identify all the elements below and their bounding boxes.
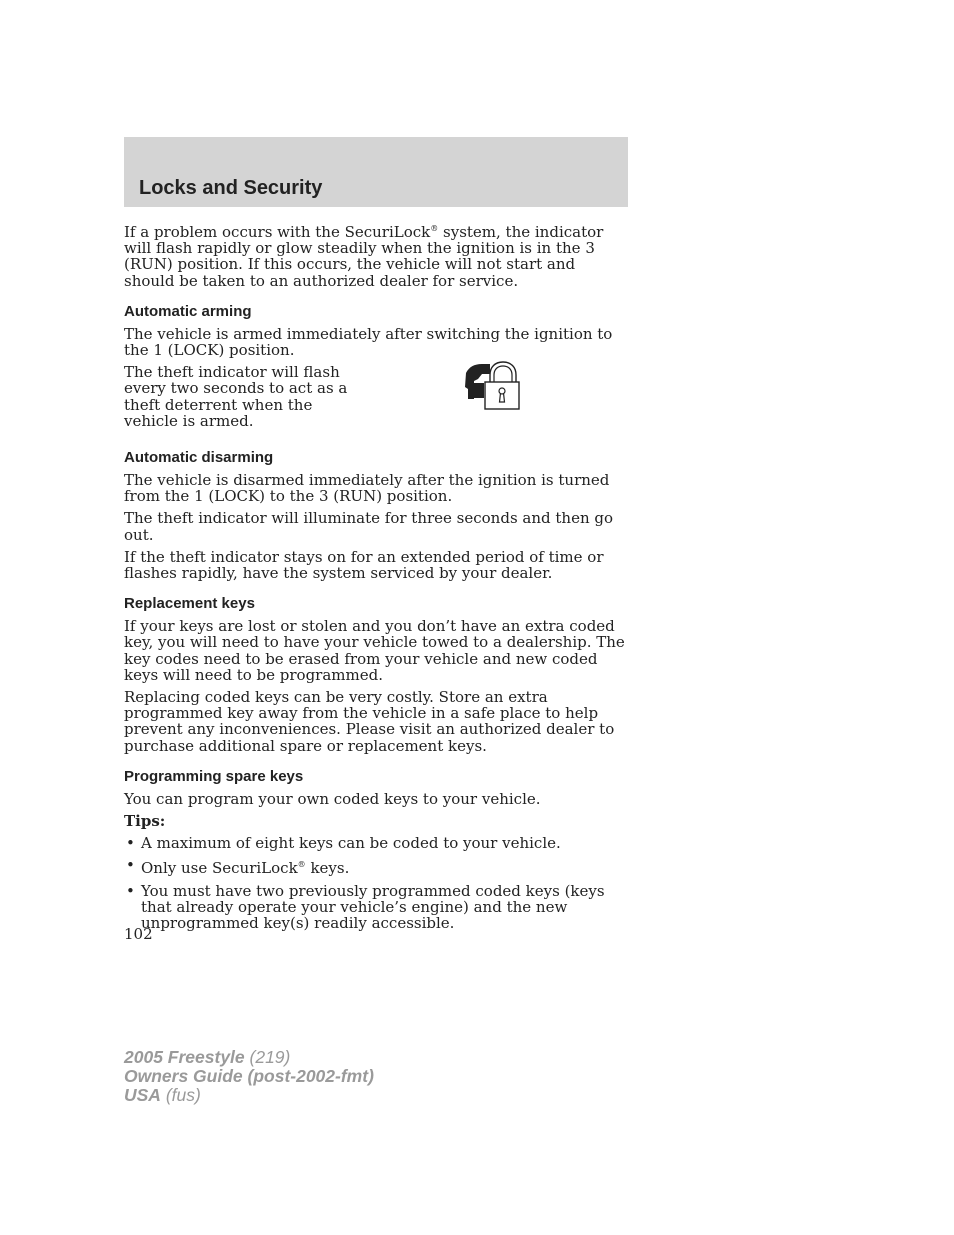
section-title: Locks and Security [139, 177, 323, 199]
footer-line-1: 2005 Freestyle (219) [124, 1047, 291, 1067]
intro-paragraph: If a problem occurs with the SecuriLock® system, the indicator will flash rapidly or glow steadily when the ignition is in the 3 (RUN) position. If this occurs, the vehicle will not start and should be taken to an authorized dealer for service. [124, 223, 604, 290]
heading-replacement-keys: Replacement keys [124, 595, 255, 613]
disarming-paragraph-2: The theft indicator will illuminate for three seconds and then go out. [124, 509, 614, 544]
tips-label: Tips: [124, 812, 166, 831]
arming-paragraph-1: The vehicle is armed immediately after switching the ignition to the 1 (LOCK) position. [124, 324, 613, 360]
tip-item: • A maximum of eight keys can be coded to your vehicle. [124, 835, 628, 851]
footer-line-2: Owners Guide (post-2002-fmt) [124, 1066, 374, 1086]
section-header-band [124, 137, 628, 207]
heading-programming-spare-keys: Programming spare keys [124, 767, 304, 785]
tips-list [124, 835, 628, 931]
page-number: 102 [124, 925, 153, 943]
disarming-paragraph-1: The vehicle is disarmed immediately after the ignition is turned from the 1 (LOCK) to the 3 (RUN) position. [124, 471, 610, 506]
tip-item: • You must have two previously programmed coded keys (keys that already operate your vehicle’s engine) and the new unprogrammed key(s) readily accessible. [124, 883, 628, 932]
arming-paragraph-2: The theft indicator will flash every two seconds to act as a theft deterrent when the vehicle is armed. [124, 363, 348, 430]
heading-automatic-arming: Automatic arming [124, 302, 252, 320]
theft-indicator-car-padlock-icon [460, 359, 540, 416]
document-footer [124, 1048, 374, 1105]
footer-line-3: USA (fus) [124, 1085, 201, 1105]
disarming-paragraph-3: If the theft indicator stays on for an extended period of time or flashes rapidly, have the system serviced by your dealer. [124, 547, 604, 583]
replacement-paragraph-2: Replacing coded keys can be very costly. Store an extra programmed key away from the vehicle in a safe place to help prevent any inconveniences. Please visit an authorized dealer to purchase additional spare or replacement keys. [124, 688, 615, 755]
page-content [124, 221, 628, 937]
tip-item: • Only use SecuriLock® keys. [124, 857, 628, 876]
heading-automatic-disarming: Automatic disarming [124, 449, 274, 467]
registered-mark: ® [430, 224, 439, 233]
replacement-paragraph-1: If your keys are lost or stolen and you don’t have an extra coded key, you will need to have your vehicle towed to a dealership. The key codes need to be erased from your vehicle and new coded keys will need to be programmed. [124, 617, 625, 684]
registered-mark: ® [297, 860, 306, 870]
programming-paragraph-1: You can program your own coded keys to your vehicle. [124, 789, 541, 808]
arming-indicator-row [124, 364, 628, 435]
